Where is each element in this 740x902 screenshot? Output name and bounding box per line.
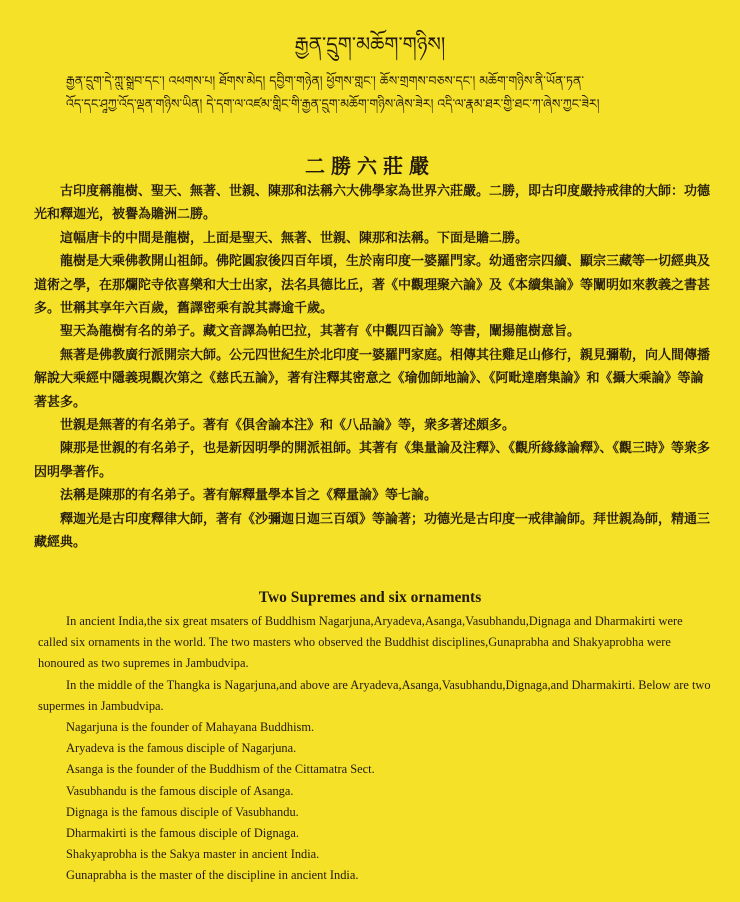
english-paragraph: In ancient India,the six great msaters of Buddhism Nagarjuna,Aryadeva,Asanga,Vasubhandu,Dignaga and Dharmakirti were called six ornaments in the world. The two masters who observed the Buddhist disciplines,Gunaprabha and Shakyaprobha were honoured as two supremes in Jambudvipa. (38, 614, 683, 671)
chinese-paragraph: 法稱是陳那的有名弟子。著有解釋量學本旨之《釋量論》等七論。 (60, 488, 438, 504)
english-paragraph: In the middle of the Thangka is Nagarjuna,and above are Aryadeva,Asanga,Vasubhandu,Dignaga,and Dharmakirti. Below are two supermes in Jambudvipa. (38, 677, 711, 713)
chinese-paragraph: 古印度稱龍樹、聖天、無著、世親、陳那和法稱六大佛學家為世界六莊嚴。二勝，即古印度嚴持戒律的大師：功德光和釋迦光，被譽為贍洲二勝。 (34, 184, 711, 223)
english-paragraph: Asanga is the founder of the Buddhism of the Cittamatra Sect. (66, 762, 375, 777)
chinese-paragraph: 無著是佛教廣行派開宗大師。公元四世紀生於北印度一婆羅門家庭。相傳其往雞足山修行，親見彌勒，向人間傳播解說大乘經中隱義現觀次第之《慈氏五論》，著有注釋其密意之《瑜伽師地論》、《阿毗達磨集論》和《攝大乘論》等論著甚多。 (34, 347, 711, 410)
english-paragraph: Shakyaprobha is the Sakya master in ancient India. (66, 847, 320, 862)
english-paragraph: Dignaga is the famous disciple of Vasubhandu. (66, 804, 299, 819)
chinese-paragraph: 釋迦光是古印度釋律大師，著有《沙彌迦日迦三百頌》等論著；功德光是古印度一戒律論師。拜世親為師，精通三藏經典。 (34, 511, 711, 551)
tibetan-title: རྒྱན་དྲུག་མཆོག་གཉིས། (294, 32, 446, 56)
chinese-body (34, 180, 710, 555)
chinese-paragraph: 世親是無著的有名弟子。著有《俱舍論本注》和《八品論》等，衆多著述頗多。 (60, 418, 516, 434)
english-paragraph: Vasubhandu is the famous disciple of Asanga. (66, 783, 294, 798)
tibetan-text-line-1: རྒྱན་དྲུག་དེ་ཀླུ་སྒྲུབ་དང་། འཕགས་པ། ཐོགས་མེད། དབྱིག་གཉེན། ཕྱོགས་གླང་། ཆོས་གྲགས་བཅས་དང་། མཆོག་གཉིས་ནི་ཡོན་ཏན་ (66, 73, 584, 88)
english-body (38, 611, 712, 887)
english-paragraph: Gunaprabha is the master of the discipline in ancient India. (66, 868, 359, 883)
chinese-title: 二勝六莊嚴 (305, 154, 435, 178)
english-title: Two Supremes and six ornaments (258, 589, 482, 606)
chinese-paragraph: 龍樹是大乘佛教開山祖師。佛陀圓寂後四百年頃，生於南印度一婆羅門家。幼通密宗四續、顯宗三藏等一切經典及道術之學，在那爛陀寺依喜樂和大士出家，法名具德比丘，著《中觀理聚六論》及《本續集論》等闡明如來教義之書甚多。世稱其享年六百歲，舊譯密乘有說其壽逾千歲。 (34, 254, 711, 317)
english-paragraph: Nagarjuna is the founder of Mahayana Buddhism. (66, 720, 315, 735)
tibetan-text-line-2: འོད་དང་ཤཱཀྱ་འོད་ལྡན་གཉིས་ཡིན། དེ་དག་ལ་འཛམ་གླིང་གི་རྒྱན་དྲུག་མཆོག་གཉིས་ཞེས་ཟེར། འདི་ལ་རྣམ་ཐར་གྱི་ཐང་ཀ་ཞེས་ཀྱང་ཟེར། (66, 96, 600, 111)
chinese-paragraph: 聖天為龍樹有名的弟子。藏文音譯為帕巴拉，其著有《中觀四百論》等書，闡揚龍樹意旨。 (60, 324, 581, 340)
chinese-paragraph: 陳那是世親的有名弟子，也是新因明學的開派祖師。其著有《集量論及注釋》、《觀所緣緣論釋》、《觀三時》等衆多因明學著作。 (34, 441, 711, 480)
chinese-paragraph: 這幅唐卡的中間是龍樹，上面是聖天、無著、世親、陳那和法稱。下面是贍二勝。 (60, 230, 529, 246)
english-paragraph: Aryadeva is the famous disciple of Nagarjuna. (66, 741, 297, 756)
english-paragraph: Dharmakirti is the famous disciple of Dignaga. (66, 826, 299, 841)
